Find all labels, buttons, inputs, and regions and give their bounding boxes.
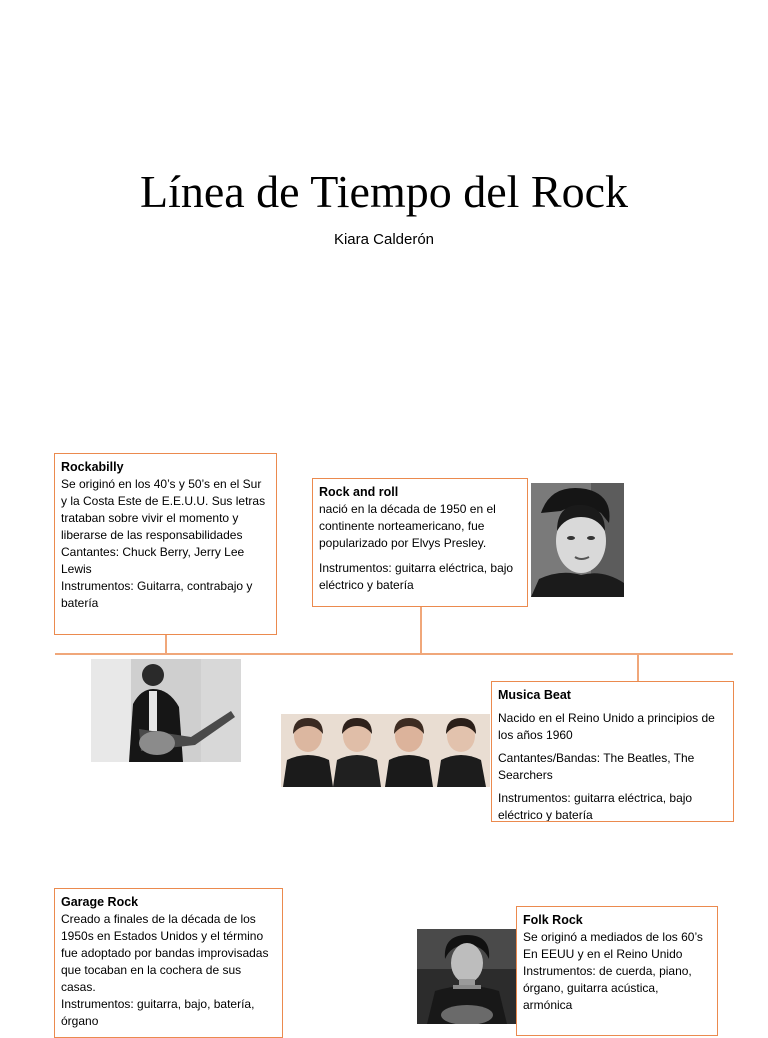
card-musica-beat [491, 681, 734, 822]
timeline-line [55, 653, 733, 655]
card-text: nació en la década de 1950 en el continente norteamericano, fue popularizado por Elvys Presley. [319, 502, 496, 550]
photo-elvis-presley [531, 483, 624, 597]
card-text: Instrumentos: guitarra eléctrica, bajo eléctrico y batería [498, 791, 693, 822]
card-heading: Rockabilly [61, 460, 124, 474]
connector-rockabilly [165, 634, 167, 654]
card-folk-rock [516, 906, 718, 1036]
card-heading: Garage Rock [61, 895, 139, 909]
card-rock-and-roll [312, 478, 528, 607]
card-text: Se originó en los 40’s y 50’s en el Sur y la Costa Este de E.E.U.U. Sus letras trataban sobre vivir el momento y liberarse de las responsabilidades [61, 477, 266, 542]
card-text: Instrumentos: guitarra eléctrica, bajo eléctrico y batería [319, 561, 514, 592]
card-heading: Rock and roll [319, 485, 399, 499]
card-text: Nacido en el Reino Unido a principios de los años 1960 [498, 711, 715, 742]
card-garage-rock [54, 888, 283, 1038]
photo-bob-dylan [417, 929, 516, 1024]
card-text: Instrumentos: de cuerda, piano, órgano, guitarra acústica, armónica [523, 964, 692, 1012]
author-name: Kiara Calderón [333, 231, 435, 248]
card-heading: Folk Rock [523, 913, 583, 927]
card-rockabilly [54, 453, 277, 635]
card-text: Instrumentos: guitarra, bajo, batería, órgano [61, 997, 255, 1028]
card-heading: Musica Beat [498, 688, 571, 702]
card-text: Cantantes/Bandas: The Beatles, The Searchers [498, 751, 695, 782]
connector-beat [637, 654, 639, 682]
photo-the-beatles [281, 714, 490, 787]
card-text: Creado a finales de la década de los 1950s en Estados Unidos y el término fue adoptado por bandas improvisadas que tocaban en la cochera de sus casas. [61, 912, 269, 994]
card-text: En EEUU y en el Reino Unido [523, 947, 683, 961]
photo-chuck-berry [91, 659, 241, 762]
card-text: Cantantes: Chuck Berry, Jerry Lee Lewis [61, 545, 245, 576]
connector-rockandroll [420, 606, 422, 654]
card-text: Se originó a mediados de los 60’s [523, 930, 703, 944]
page-title: Línea de Tiempo del Rock [139, 166, 629, 217]
card-text: Instrumentos: Guitarra, contrabajo y batería [61, 579, 253, 610]
